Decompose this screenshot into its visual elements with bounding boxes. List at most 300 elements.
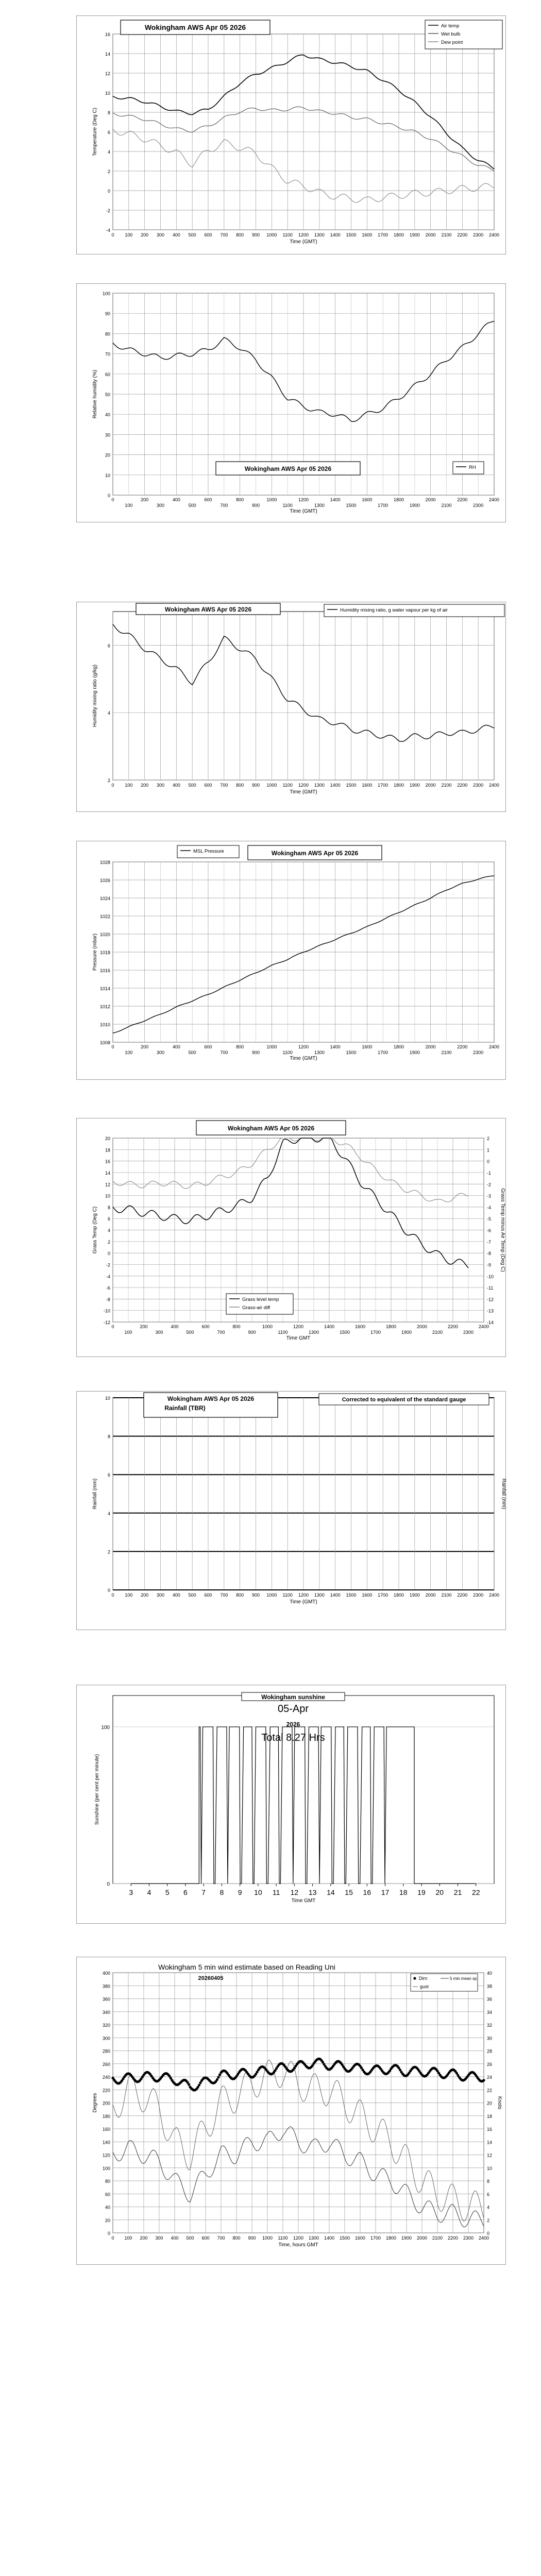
pressure-title: Wokingham AWS Apr 05 2026 — [271, 850, 359, 857]
rain-x-tick-label: 100 — [125, 1592, 133, 1598]
temp-x-tick-label: 300 — [156, 232, 165, 238]
grass-y2-tick-label: -4 — [487, 1205, 492, 1210]
hmr-x-tick-label: 1300 — [314, 783, 325, 788]
wind-y2-tick-label: 16 — [487, 2127, 493, 2132]
pressure-y-axis-label: Pressure (mbar) — [92, 933, 98, 971]
grass-y-tick-label: 8 — [107, 1205, 110, 1210]
wind-dirn-point — [217, 2076, 219, 2078]
rh-x-tick-label: 2100 — [441, 503, 452, 508]
wind-y2-tick-label: 36 — [487, 1996, 493, 2002]
grass-x-tick-label: 1600 — [354, 1324, 366, 1329]
temp-x-tick-label: 1700 — [378, 232, 388, 238]
temp-x-tick-label: 1200 — [298, 232, 309, 238]
rh-title: Wokingham AWS Apr 05 2026 — [244, 465, 332, 472]
rh-y-tick-label: 80 — [105, 331, 110, 337]
pressure-y-tick-label: 1008 — [99, 1040, 110, 1045]
grass-y2-tick-label: -9 — [487, 1262, 492, 1268]
rain-x-tick-label: 700 — [220, 1592, 228, 1598]
pressure-x-tick-label: 2000 — [425, 1044, 436, 1049]
sun-x-tick-label: 11 — [272, 1888, 280, 1896]
grass-x-tick-label: 0 — [111, 1324, 114, 1329]
wind-y2-tick-label: 32 — [487, 2023, 493, 2028]
rain-y-tick-label: 4 — [107, 1511, 110, 1516]
mixing-ratio-chart-svg — [77, 602, 505, 811]
wind-x-tick-label: 1800 — [385, 2235, 397, 2241]
temperature-chart-svg — [77, 16, 505, 254]
rh-x-tick-label: 900 — [251, 503, 260, 508]
rain-y-tick-label: 2 — [107, 1549, 110, 1555]
wind-x-tick-label: 1500 — [339, 2235, 350, 2241]
temp-x-tick-label: 500 — [188, 232, 196, 238]
wind-x-tick-label: 500 — [186, 2235, 194, 2241]
sun-x-tick-label: 12 — [290, 1888, 299, 1896]
hmr-x-tick-label: 1100 — [282, 783, 293, 788]
rain-title: Wokingham AWS Apr 05 2026 — [167, 1395, 255, 1402]
temp-x-tick-label: 2200 — [457, 232, 468, 238]
sun-x-tick-label: 4 — [147, 1888, 151, 1896]
temp-y-tick-label: 14 — [105, 52, 110, 57]
rain-x-tick-label: 600 — [204, 1592, 212, 1598]
pressure-x-tick-label: 2200 — [457, 1044, 468, 1049]
rain-x-tick-label: 400 — [172, 1592, 180, 1598]
pressure-x-tick-label: 700 — [220, 1050, 228, 1055]
wind-legend-label: Dirn — [419, 1976, 428, 1981]
wind-y2-tick-label: 18 — [487, 2113, 493, 2119]
pressure-x-tick-label: 2400 — [488, 1044, 500, 1049]
grass-x-tick-label: 400 — [171, 1324, 179, 1329]
hmr-x-tick-label: 0 — [111, 783, 114, 788]
temp-x-tick-label: 1800 — [393, 232, 404, 238]
temp-x-tick-label: 700 — [220, 232, 228, 238]
pressure-x-tick-label: 600 — [204, 1044, 212, 1049]
wind-y-axis-label: Degrees — [92, 2093, 98, 2113]
rain-y-axis-label: Rainfall (mm) — [92, 1478, 98, 1510]
rain-y-tick-label: 6 — [107, 1472, 110, 1478]
pressure-x-tick-label: 1800 — [393, 1044, 404, 1049]
wind-x-tick-label: 400 — [171, 2235, 179, 2241]
grass-x-tick-label: 2100 — [432, 1330, 443, 1335]
wind-chart — [76, 1957, 506, 2265]
grass-legend-label: Grass-air diff — [242, 1305, 270, 1311]
rain-y-tick-label: 8 — [107, 1434, 110, 1439]
grass-y-tick-label: 18 — [105, 1147, 110, 1153]
grass-x-tick-label: 800 — [232, 1324, 241, 1329]
wind-y-tick-label: 40 — [105, 2205, 110, 2210]
temp-x-tick-label: 1600 — [362, 232, 373, 238]
grass-y-tick-label: 20 — [105, 1136, 110, 1141]
hmr-x-tick-label: 1600 — [362, 783, 373, 788]
grass-y-tick-label: 10 — [105, 1193, 110, 1199]
grass-x-tick-label: 700 — [217, 1330, 225, 1335]
temp-x-tick-label: 1900 — [409, 232, 420, 238]
wind-x-tick-label: 2200 — [447, 2235, 459, 2241]
sun-x-tick-label: 20 — [435, 1888, 444, 1896]
temp-x-tick-label: 100 — [125, 232, 133, 238]
grass-x-tick-label: 1200 — [293, 1324, 304, 1329]
temp-y-tick-label: 6 — [107, 130, 110, 135]
rain-x-tick-label: 1200 — [298, 1592, 309, 1598]
pressure-x-tick-label: 2100 — [441, 1050, 452, 1055]
rh-x-tick-label: 700 — [220, 503, 228, 508]
mixing-ratio-chart — [76, 602, 506, 812]
hmr-y-axis-label: Humidity mixing ratio (g/kg) — [92, 664, 98, 727]
temp-x-tick-label: 1400 — [330, 232, 341, 238]
rh-y-tick-label: 40 — [105, 412, 110, 418]
grass-y-tick-label: -8 — [106, 1297, 110, 1302]
sun-x-tick-label: 22 — [471, 1888, 480, 1896]
wind-y2-tick-label: 22 — [487, 2088, 493, 2093]
temp-x-tick-label: 900 — [251, 232, 260, 238]
pressure-y-tick-label: 1014 — [99, 986, 110, 991]
grass-y2-tick-label: -10 — [487, 1274, 494, 1279]
wind-x-tick-label: 600 — [201, 2235, 210, 2241]
pressure-y-tick-label: 1016 — [99, 968, 110, 973]
rh-y-tick-label: 10 — [105, 472, 110, 478]
wind-y2-tick-label: 10 — [487, 2165, 493, 2171]
temp-title: Wokingham AWS Apr 05 2026 — [144, 23, 246, 31]
grass-y2-tick-label: 2 — [487, 1136, 490, 1141]
wind-x-tick-label: 300 — [155, 2235, 163, 2241]
rh-legend-label: RH — [469, 465, 476, 470]
wind-y-tick-label: 380 — [102, 1984, 110, 1989]
rain-x-tick-label: 1900 — [409, 1592, 420, 1598]
wind-y2-tick-label: 34 — [487, 2009, 493, 2015]
temp-y-tick-label: -2 — [106, 208, 110, 213]
rain-x-tick-label: 1800 — [393, 1592, 404, 1598]
grass-y-tick-label: 14 — [105, 1170, 110, 1176]
wind-y-tick-label: 280 — [102, 2048, 110, 2054]
wind-dirn-point — [482, 2079, 485, 2081]
rain-x-tick-label: 2200 — [457, 1592, 468, 1598]
wind-y-tick-label: 260 — [102, 2061, 110, 2067]
grass-y-tick-label: 0 — [107, 1251, 110, 1257]
rh-x-tick-label: 200 — [141, 497, 149, 502]
wind-x-tick-label: 1600 — [354, 2235, 366, 2241]
rh-x-tick-label: 1300 — [314, 503, 325, 508]
grass-y2-tick-label: -14 — [487, 1320, 494, 1325]
wind-x-axis-label: Time, hours GMT — [278, 2242, 318, 2248]
temp-x-tick-label: 1500 — [346, 232, 357, 238]
wind-x-tick-label: 2400 — [478, 2235, 489, 2241]
wind-y-tick-label: 240 — [102, 2075, 110, 2080]
hmr-x-tick-label: 700 — [220, 783, 228, 788]
rh-x-tick-label: 1400 — [330, 497, 341, 502]
temp-x-tick-label: 0 — [111, 232, 114, 238]
hmr-x-tick-label: 1400 — [330, 783, 341, 788]
rainfall-chart-svg — [77, 1392, 505, 1630]
humidity-chart-svg — [77, 284, 505, 522]
rh-y-tick-label: 0 — [107, 493, 110, 498]
wind-x-tick-label: 1100 — [278, 2235, 288, 2241]
grass-x-tick-label: 500 — [186, 1330, 194, 1335]
wind-y2-tick-label: 28 — [487, 2048, 493, 2054]
temp-y-tick-label: 4 — [107, 149, 110, 155]
rain-x-tick-label: 900 — [251, 1592, 260, 1598]
rh-y-tick-label: 50 — [105, 392, 110, 397]
wind-y2-axis-label: Knots — [497, 2096, 502, 2110]
hmr-title: Wokingham AWS Apr 05 2026 — [164, 606, 252, 613]
pressure-x-tick-label: 400 — [172, 1044, 180, 1049]
wind-y2-tick-label: 2 — [487, 2217, 490, 2223]
sun-x-tick-label: 14 — [327, 1888, 335, 1896]
pressure-x-tick-label: 1200 — [298, 1044, 309, 1049]
grass-y2-tick-label: 1 — [487, 1147, 490, 1153]
grass-y-tick-label: -10 — [103, 1308, 110, 1314]
sunshine-chart-svg — [77, 1685, 505, 1923]
wind-x-tick-label: 1000 — [262, 2235, 273, 2241]
wind-x-tick-label: 0 — [111, 2235, 114, 2241]
sun-x-tick-label: 8 — [219, 1888, 224, 1896]
hmr-x-tick-label: 200 — [141, 783, 149, 788]
grass-y2-tick-label: -6 — [487, 1228, 492, 1233]
wind-y-tick-label: 200 — [102, 2100, 110, 2106]
rh-x-tick-label: 600 — [204, 497, 212, 502]
rain-x-tick-label: 500 — [188, 1592, 196, 1598]
rh-legend — [453, 462, 484, 474]
sun-x-tick-label: 18 — [399, 1888, 408, 1896]
pressure-x-tick-label: 900 — [251, 1050, 260, 1055]
hmr-x-tick-label: 300 — [156, 783, 165, 788]
rain-x-axis-label: Time (GMT) — [290, 1599, 317, 1605]
grass-y2-tick-label: -5 — [487, 1216, 492, 1222]
sun-y-tick-label: 0 — [107, 1882, 110, 1887]
wind-y2-tick-label: 6 — [487, 2192, 490, 2197]
grass-x-tick-label: 1000 — [262, 1324, 273, 1329]
rh-x-tick-label: 2400 — [488, 497, 500, 502]
sun-y-axis-label: Sunshine (per cent per minute) — [94, 1754, 100, 1825]
hmr-x-tick-label: 2300 — [473, 783, 484, 788]
hmr-x-tick-label: 2200 — [457, 783, 468, 788]
wind-y2-tick-label: 40 — [487, 1971, 493, 1976]
hmr-x-axis-label: Time (GMT) — [290, 789, 317, 795]
grass-y2-tick-label: -7 — [487, 1239, 492, 1245]
rh-x-tick-label: 2000 — [425, 497, 436, 502]
wind-y2-tick-label: 24 — [487, 2075, 493, 2080]
wind-dirn-point — [216, 2078, 218, 2081]
rain-x-tick-label: 1500 — [346, 1592, 357, 1598]
temp-x-tick-label: 800 — [236, 232, 244, 238]
sun-x-tick-label: 7 — [201, 1888, 206, 1896]
hmr-x-tick-label: 2000 — [425, 783, 436, 788]
pressure-x-axis-label: Time (GMT) — [290, 1056, 317, 1061]
wind-y2-tick-label: 4 — [487, 2205, 490, 2210]
wind-y2-tick-label: 12 — [487, 2153, 493, 2158]
grass-x-tick-label: 600 — [201, 1324, 210, 1329]
wind-x-tick-label: 1400 — [324, 2235, 335, 2241]
pressure-legend-label: MSL Pressure — [193, 849, 224, 854]
pressure-x-tick-label: 200 — [141, 1044, 149, 1049]
pressure-y-tick-label: 1028 — [99, 860, 110, 865]
grass-x-tick-label: 2400 — [478, 1324, 489, 1329]
sun-x-axis-label: Time GMT — [291, 1898, 316, 1904]
rh-y-axis-label: Relative humidity (%) — [92, 369, 98, 419]
wind-x-tick-label: 1200 — [293, 2235, 304, 2241]
wind-x-tick-label: 900 — [248, 2235, 256, 2241]
sun-x-tick-label: 3 — [129, 1888, 133, 1896]
grass-y-tick-label: 4 — [107, 1228, 110, 1233]
pressure-x-tick-label: 2300 — [473, 1050, 484, 1055]
wind-dirn-point — [188, 2083, 190, 2086]
pressure-y-tick-label: 1024 — [99, 896, 110, 901]
temp-y-tick-label: -4 — [106, 228, 110, 233]
grass-x-tick-label: 2200 — [447, 1324, 459, 1329]
wind-y-tick-label: 80 — [105, 2179, 110, 2184]
grass-y2-tick-label: -11 — [487, 1285, 494, 1291]
rain-x-tick-label: 1700 — [378, 1592, 388, 1598]
grass-y-tick-label: 2 — [107, 1239, 110, 1245]
pressure-x-tick-label: 500 — [188, 1050, 196, 1055]
wind-y-tick-label: 340 — [102, 2009, 110, 2015]
grass-x-tick-label: 1300 — [308, 1330, 319, 1335]
pressure-y-tick-label: 1026 — [99, 878, 110, 883]
grass-x-tick-label: 100 — [124, 1330, 132, 1335]
temp-x-tick-label: 2400 — [488, 232, 500, 238]
pressure-x-tick-label: 1900 — [409, 1050, 420, 1055]
sun-date: 05-Apr — [277, 1703, 309, 1715]
wind-y2-tick-label: 38 — [487, 1984, 493, 1989]
temp-x-tick-label: 200 — [141, 232, 149, 238]
rain-x-tick-label: 2300 — [473, 1592, 484, 1598]
wind-y-tick-label: 220 — [102, 2088, 110, 2093]
hmr-x-tick-label: 2100 — [441, 783, 452, 788]
rain-subtitle: Rainfall (TBR) — [164, 1404, 206, 1412]
rh-x-tick-label: 1800 — [393, 497, 404, 502]
grass-y-tick-label: 16 — [105, 1159, 110, 1164]
pressure-x-tick-label: 100 — [125, 1050, 133, 1055]
wind-x-tick-label: 2300 — [463, 2235, 474, 2241]
rh-x-tick-label: 1900 — [409, 503, 420, 508]
rh-x-tick-label: 1500 — [346, 503, 357, 508]
wind-y-tick-label: 300 — [102, 2036, 110, 2041]
temp-x-tick-label: 1100 — [282, 232, 293, 238]
wind-x-tick-label: 200 — [140, 2235, 148, 2241]
hmr-x-tick-label: 800 — [236, 783, 244, 788]
grass-y2-tick-label: -13 — [487, 1308, 494, 1314]
pressure-y-tick-label: 1010 — [99, 1022, 110, 1027]
grass-x-tick-label: 1800 — [385, 1324, 397, 1329]
grass-x-tick-label: 1500 — [339, 1330, 350, 1335]
rh-x-tick-label: 1700 — [378, 503, 388, 508]
temp-y-tick-label: 8 — [107, 110, 110, 115]
grass-x-tick-label: 200 — [140, 1324, 148, 1329]
grass-temp-chart — [76, 1118, 506, 1357]
grass-y-tick-label: -6 — [106, 1285, 110, 1291]
wind-legend-label: gust — [420, 1984, 429, 1989]
hmr-y-tick-label: 4 — [107, 710, 110, 716]
temp-legend-label: Wet bulb — [441, 31, 461, 37]
hmr-x-tick-label: 500 — [188, 783, 196, 788]
sun-x-tick-label: 13 — [308, 1888, 317, 1896]
grass-x-tick-label: 300 — [155, 1330, 163, 1335]
rh-x-tick-label: 100 — [125, 503, 133, 508]
rh-y-tick-label: 60 — [105, 371, 110, 377]
sun-total: Total 8.27 Hrs — [261, 1732, 325, 1743]
rh-x-tick-label: 400 — [172, 497, 180, 502]
wind-y2-tick-label: 20 — [487, 2100, 493, 2106]
temp-legend — [425, 20, 502, 49]
grass-x-axis-label: Time GMT — [286, 1335, 311, 1341]
rain-x-tick-label: 1100 — [282, 1592, 293, 1598]
hmr-x-tick-label: 1500 — [346, 783, 357, 788]
rh-x-tick-label: 300 — [156, 503, 165, 508]
hmr-x-tick-label: 1000 — [266, 783, 277, 788]
grass-title: Wokingham AWS Apr 05 2026 — [227, 1125, 315, 1132]
grass-y2-tick-label: -3 — [487, 1193, 492, 1199]
sun-x-tick-label: 19 — [417, 1888, 426, 1896]
grass-y2-tick-label: 0 — [487, 1159, 490, 1164]
rain-x-tick-label: 300 — [156, 1592, 165, 1598]
sun-title: Wokingham sunshine — [261, 1693, 325, 1701]
rain-x-tick-label: 800 — [236, 1592, 244, 1598]
rain-note: Corrected to equivalent of the standard gauge — [342, 1397, 466, 1403]
pressure-x-tick-label: 1700 — [378, 1050, 388, 1055]
grass-temp-chart-svg — [77, 1118, 505, 1357]
rain-x-tick-label: 0 — [111, 1592, 114, 1598]
temp-x-tick-label: 400 — [172, 232, 180, 238]
pressure-chart-svg — [77, 841, 505, 1079]
hmr-x-tick-label: 1900 — [409, 783, 420, 788]
grass-x-tick-label: 2000 — [416, 1324, 428, 1329]
wind-subtitle: 20260405 — [198, 1975, 224, 1981]
rh-x-tick-label: 2200 — [457, 497, 468, 502]
temp-y-tick-label: 10 — [105, 91, 110, 96]
rh-x-tick-label: 1600 — [362, 497, 373, 502]
temp-x-tick-label: 2300 — [473, 232, 484, 238]
wind-x-tick-label: 1900 — [401, 2235, 412, 2241]
grass-y-tick-label: -2 — [106, 1262, 110, 1268]
wind-legend-label: 5 min mean sp — [450, 1976, 477, 1981]
wind-y-tick-label: 180 — [102, 2113, 110, 2119]
temp-y-tick-label: 0 — [107, 189, 110, 194]
rh-x-tick-label: 2300 — [473, 503, 484, 508]
temp-legend-label: Dew point — [441, 40, 463, 45]
grass-y-tick-label: 12 — [105, 1182, 110, 1188]
rain-x-tick-label: 1300 — [314, 1592, 325, 1598]
rain-y-tick-label: 10 — [105, 1396, 110, 1401]
temp-y-tick-label: 16 — [105, 32, 110, 37]
pressure-x-tick-label: 800 — [236, 1044, 244, 1049]
grass-y2-axis-label: Grass Temp minus Air Temp (Deg C) — [500, 1188, 505, 1272]
grass-y-tick-label: -4 — [106, 1274, 110, 1279]
hmr-x-tick-label: 100 — [125, 783, 133, 788]
rain-x-tick-label: 2100 — [441, 1592, 452, 1598]
sun-x-tick-label: 9 — [238, 1888, 242, 1896]
rh-y-tick-label: 30 — [105, 432, 110, 438]
wind-y-tick-label: 320 — [102, 2023, 110, 2028]
grass-y-tick-label: -12 — [103, 1320, 110, 1325]
pressure-y-tick-label: 1020 — [99, 932, 110, 937]
rain-x-tick-label: 2000 — [425, 1592, 436, 1598]
wind-dirn-point — [198, 2084, 200, 2087]
sun-x-tick-label: 10 — [254, 1888, 262, 1896]
temp-legend-label: Air temp — [441, 23, 460, 29]
pressure-y-tick-label: 1022 — [99, 914, 110, 919]
pressure-y-tick-label: 1012 — [99, 1004, 110, 1009]
temp-x-tick-label: 2000 — [425, 232, 436, 238]
grass-y2-tick-label: -2 — [487, 1182, 492, 1188]
wind-x-tick-label: 2000 — [416, 2235, 428, 2241]
rain-x-tick-label: 2400 — [488, 1592, 500, 1598]
rh-x-tick-label: 1000 — [266, 497, 277, 502]
temp-y-tick-label: 2 — [107, 169, 110, 174]
wind-y-tick-label: 100 — [102, 2165, 110, 2171]
wind-y-tick-label: 60 — [105, 2192, 110, 2197]
rain-y-tick-label: 0 — [107, 1588, 110, 1593]
temp-x-tick-label: 1000 — [266, 232, 277, 238]
sun-y-tick-label: 100 — [101, 1724, 110, 1731]
rh-y-tick-label: 100 — [102, 291, 110, 296]
wind-x-tick-label: 800 — [232, 2235, 241, 2241]
